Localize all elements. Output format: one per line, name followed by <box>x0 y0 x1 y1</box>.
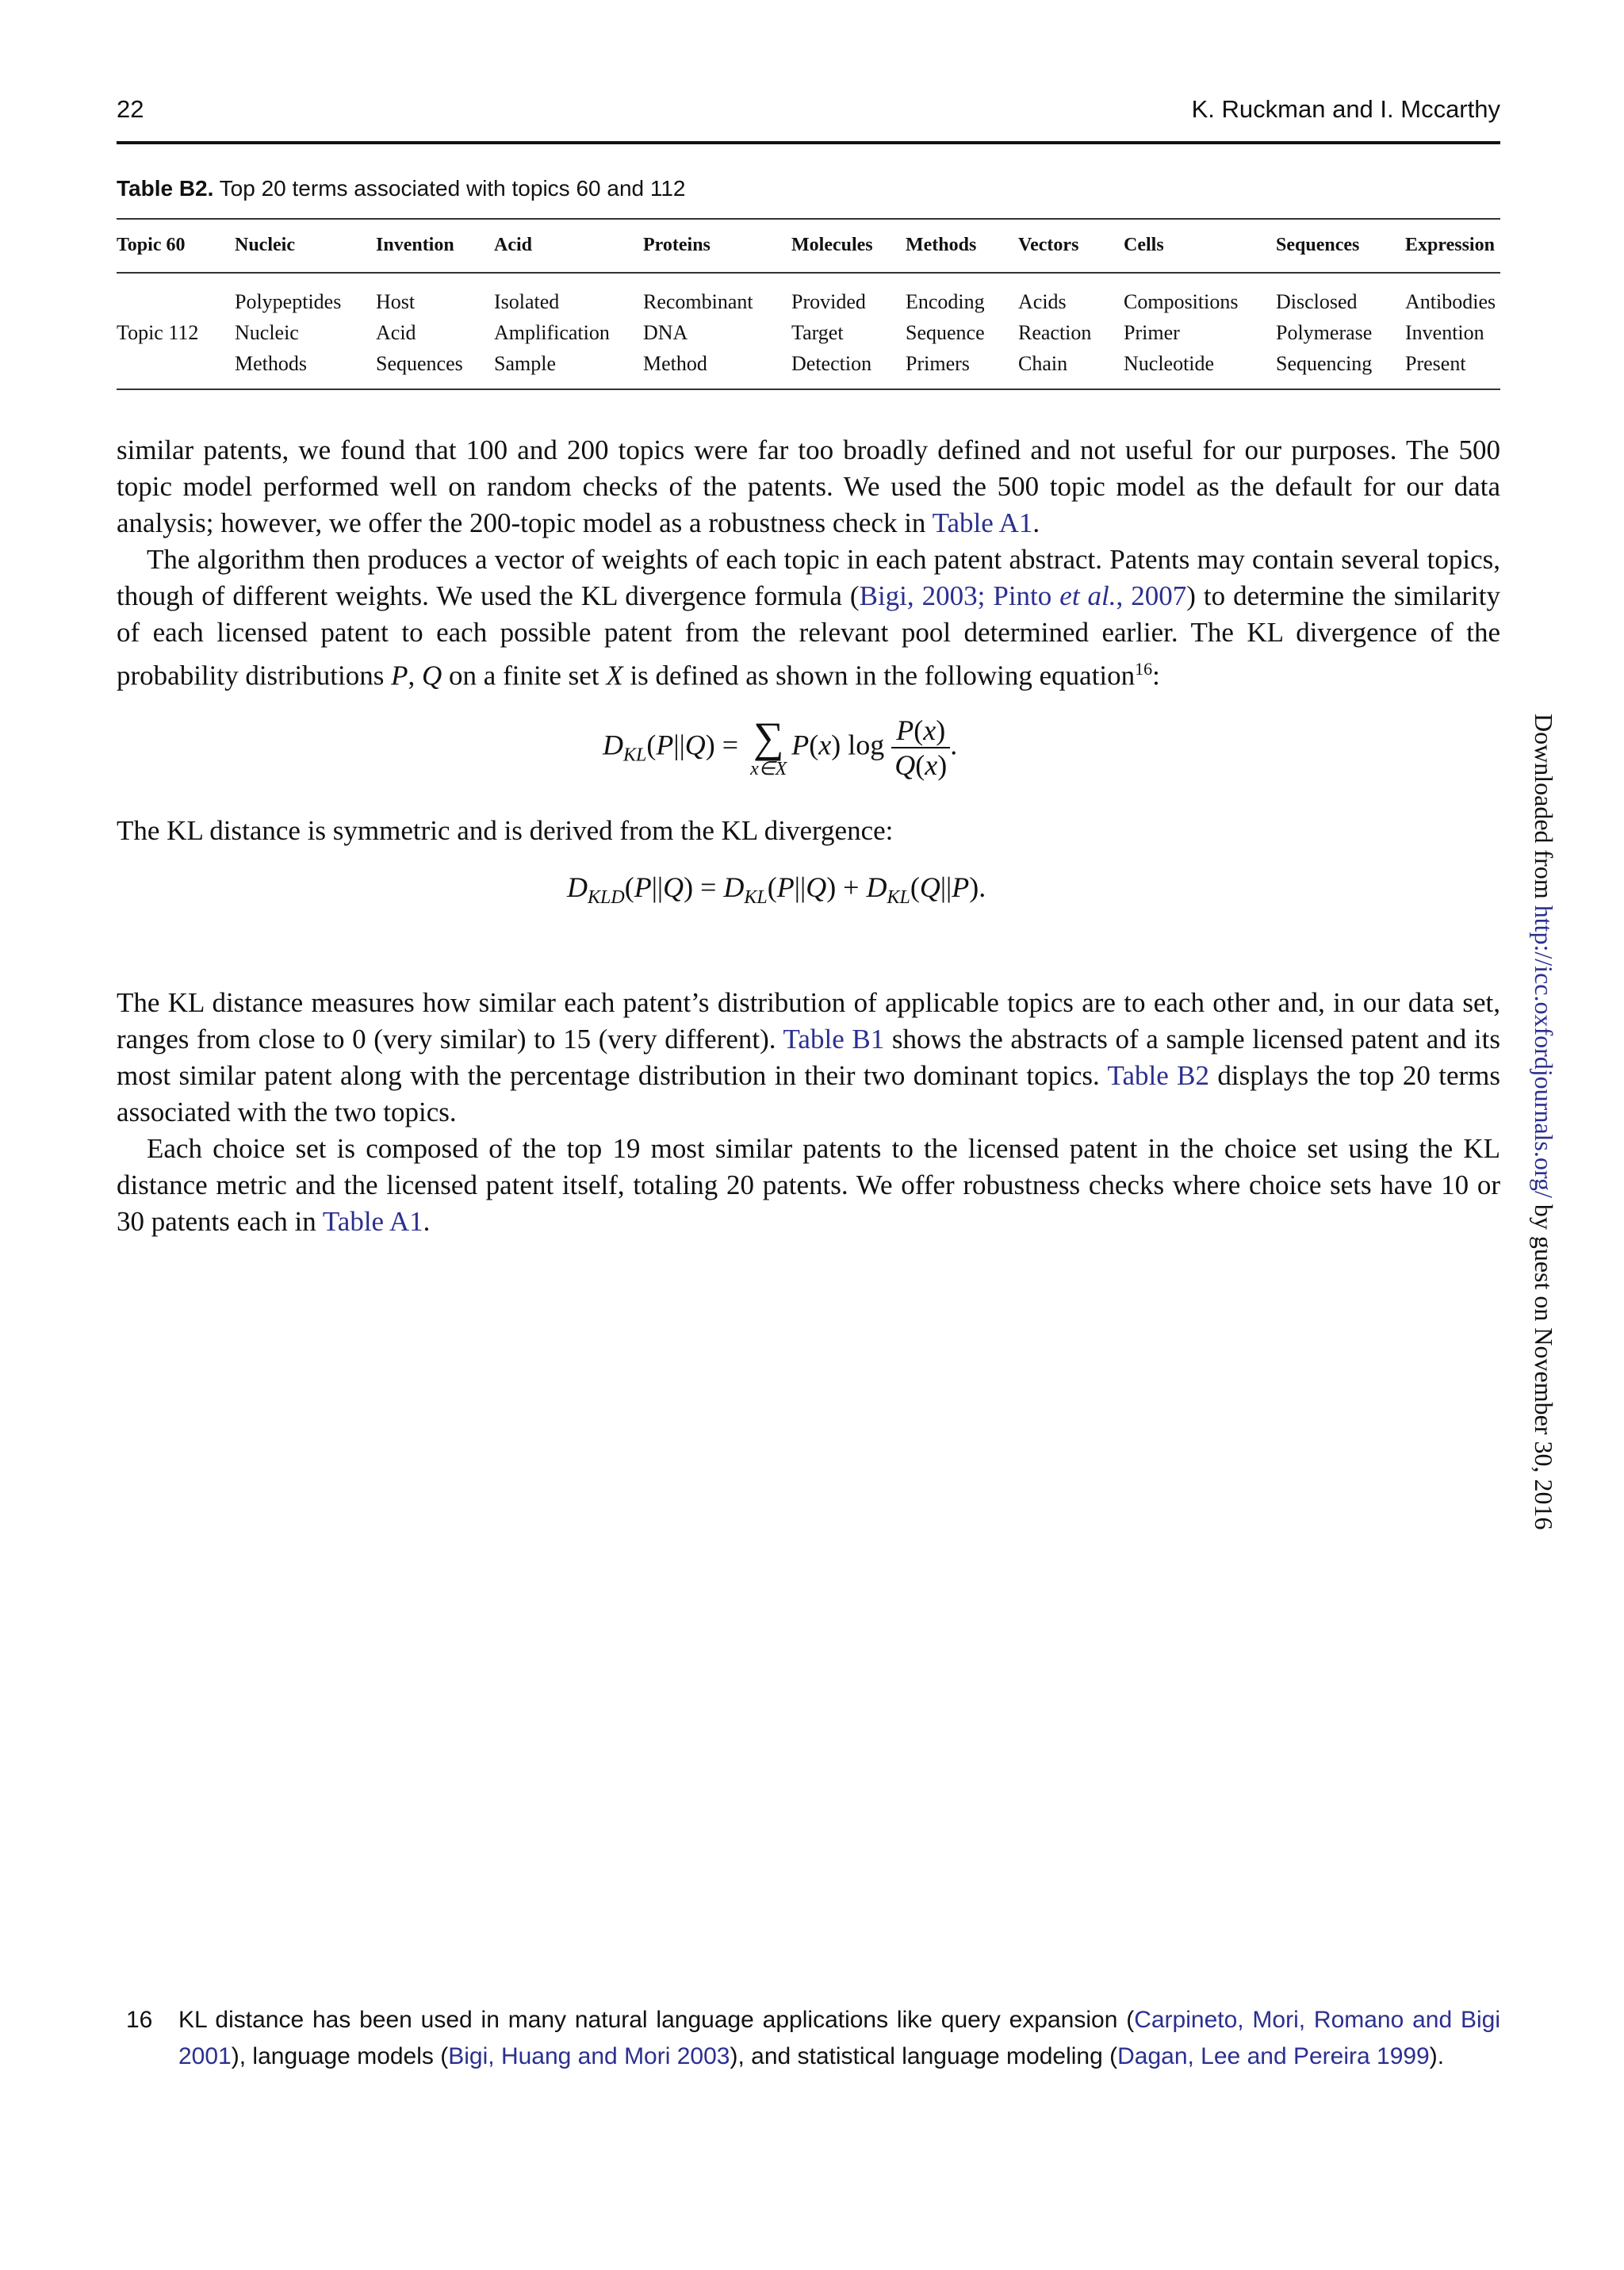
citation-link[interactable]: Dagan, Lee and Pereira 1999 <box>1117 2043 1430 2069</box>
table-cell: Chain <box>1018 352 1068 375</box>
table-b1-link[interactable]: Table B1 <box>783 1024 885 1055</box>
table-cell: Nucleic <box>235 321 299 344</box>
table-top-rule <box>117 218 1500 220</box>
table-caption-text: Top 20 terms associated with topics 60 and 112 <box>213 176 686 201</box>
table-cell: Antibodies <box>1405 290 1496 313</box>
body-text-upper <box>117 432 1500 695</box>
paragraph-text: displays the top 20 terms associated with the two topics. <box>117 1060 1501 1127</box>
table-mid-rule <box>117 272 1500 274</box>
table-head-cell: Topic 60 <box>117 235 186 255</box>
table-cell: Sequence <box>906 321 985 344</box>
footnote-text-part: ), language models ( <box>231 2043 449 2069</box>
footnote-text-part: KL distance has been used in many natural language applications like query expansion ( <box>178 2007 1135 2033</box>
footnote-number: 16 <box>126 2007 153 2033</box>
citation-year: , 2007 <box>1116 580 1187 611</box>
download-note-prefix: Downloaded from <box>1530 714 1558 905</box>
table-cell: Sequences <box>376 352 463 375</box>
table-head-cell: Invention <box>376 235 454 255</box>
table-cell: Disclosed <box>1276 290 1358 313</box>
body-text-middle <box>117 813 1500 849</box>
table-head-cell: Molecules <box>791 235 873 255</box>
citation-etal: et al. <box>1059 580 1116 611</box>
paragraph-text: Each choice set is composed of the top 19 most similar patents to the licensed patent in the choice set using the KL distance metric and the licensed patent itself, totaling 20 patents. We offer robustness checks where choice sets have 10 or 30 patents each in <box>117 1133 1500 1237</box>
table-caption <box>117 176 686 201</box>
kl-distance-equation: $D_{KLD}(P||Q) = D_{KL}(P||Q) + D_{KL}(Q||P)$. <box>567 871 986 909</box>
table-head-cell: Sequences <box>1276 235 1360 255</box>
table-cell: Reaction <box>1018 321 1092 344</box>
table-head-cell: Expression <box>1405 235 1495 255</box>
table-cell: Sequencing <box>1276 352 1373 375</box>
citation-text: Bigi, 2003; Pinto <box>859 580 1060 611</box>
table-cell: Topic 112 <box>117 321 199 344</box>
paragraph-text: ) to determine the similarity of each licensed patent to each possible patent from the relevant pool determined earlier. The KL divergence of the probability distributions <box>117 580 1500 691</box>
table-cell: Invention <box>1405 321 1484 344</box>
table-cell: Target <box>791 321 844 344</box>
table-cell: Recombinant <box>643 290 753 313</box>
paragraph-text: similar patents, we found that 100 and 200 topics were far too broadly defined and not useful for our purposes. The 500 topic model performed well on random checks of the patents. We used the 500 topic model as the default for our data analysis; however, we offer the 200-topic model as a robustness check in <box>117 434 1500 538</box>
table-cell: Isolated <box>494 290 560 313</box>
table-a1-link[interactable]: Table A1 <box>932 507 1033 538</box>
footnote-text <box>178 2002 1500 2075</box>
table-cell: Host <box>376 290 416 313</box>
table-cell: Encoding <box>906 290 985 313</box>
paragraph-text: shows the abstracts of a sample licensed patent and its most similar patent along with the percentage distribution in their two dominant topics. <box>117 1024 1500 1091</box>
table-b2-link[interactable]: Table B2 <box>1107 1060 1210 1091</box>
table-cell: DNA <box>643 321 688 344</box>
table-head-cell: Proteins <box>643 235 710 255</box>
body-text-lower <box>117 985 1500 1240</box>
table-cell: Methods <box>235 352 307 375</box>
table-cell: Detection <box>791 352 872 375</box>
table-head-cell: Methods <box>906 235 977 255</box>
running-head: K. Ruckman and I. Mccarthy <box>1191 95 1500 123</box>
table-cell: Acid <box>376 321 416 344</box>
kl-divergence-equation: $D_{KL}(P||Q)$ = ∑ x∈X P(x) log $\frac{P(x)}{Q(x)}$ . <box>603 714 958 781</box>
header-rule <box>117 141 1500 144</box>
table-cell: Nucleotide <box>1124 352 1215 375</box>
paragraph-text: on a finite set <box>442 660 607 691</box>
table-head-cell: Nucleic <box>235 235 295 255</box>
table-cell: Polypeptides <box>235 290 342 313</box>
footnote-text-part: ), and statistical language modeling ( <box>730 2043 1118 2069</box>
table-cell: Present <box>1405 352 1466 375</box>
footnote <box>117 2002 1500 2075</box>
table-head-cell: Vectors <box>1018 235 1079 255</box>
paragraph: Each choice set is composed of the top 19 most similar patents to the licensed patent in the choice set using the KL distance metric and the licensed patent itself, totaling 20 patents. We offer robustness checks where choice sets have 10 or 30 patents each in Table A1. <box>117 1133 1500 1237</box>
paragraph: The KL distance is symmetric and is derived from the KL divergence: <box>117 815 894 846</box>
download-note-suffix: by guest on November 30, 2016 <box>1530 1197 1558 1530</box>
paragraph-text: The KL distance measures how similar each patent’s distribution of applicable topics are to each other and, in our data set, ranges from close to 0 (very similar) to 15 (very different). <box>117 987 1500 1055</box>
footnote-text-part: ). <box>1429 2043 1445 2069</box>
table-cell: Polymerase <box>1276 321 1373 344</box>
paragraph <box>117 985 1500 1131</box>
table-cell: Sample <box>494 352 556 375</box>
citation-link[interactable]: Bigi, Huang and Mori 2003 <box>448 2043 730 2069</box>
table-head-cell: Cells <box>1124 235 1164 255</box>
table-caption-label: Table B2. <box>117 176 214 201</box>
page-header <box>117 89 1500 128</box>
table-cell: Provided <box>791 290 866 313</box>
paragraph: similar patents, we found that 100 and 200 topics were far too broadly defined and not useful for our purposes. The 500 topic model performed well on random checks of the patents. We used the 500 topic model as the default for our data analysis; however, we offer the 200-topic model as a robustness check in Table A1. <box>117 434 1500 538</box>
journal-url-link[interactable]: http://icc.oxfordjournals.org/ <box>1530 905 1558 1198</box>
table-cell: Method <box>643 352 707 375</box>
citation-link[interactable]: Carpineto, Mori, Romano and Bigi 2001 <box>178 2007 1501 2069</box>
table-cell: Primers <box>906 352 970 375</box>
paragraph-text: is defined as shown in the following equation <box>622 660 1136 691</box>
table-cell: Amplification <box>494 321 610 344</box>
citation-link[interactable] <box>860 580 1187 611</box>
table-a1-link[interactable]: Table A1 <box>322 1206 423 1237</box>
table-head-cell: Acid <box>494 235 532 255</box>
page-number: 22 <box>117 95 144 123</box>
download-watermark <box>1529 714 1558 1529</box>
footnote-ref[interactable]: 16 <box>1135 659 1153 679</box>
paragraph-text: The algorithm then produces a vector of weights of each topic in each patent abstract. Patents may contain several topics, though of different weights. We used the KL divergence formula ( <box>117 544 1500 611</box>
table-cell: Primer <box>1124 321 1180 344</box>
table-bottom-rule <box>117 389 1500 390</box>
table-cell: Compositions <box>1124 290 1239 313</box>
table-cell: Acids <box>1018 290 1067 313</box>
paragraph: The algorithm then produces a vector of weights of each topic in each patent abstract. Patents may contain several topics, though of different weights. We used the KL divergence formula (Bigi, 2003; Pinto et al., 2007) to determine the similarity of each licensed patent to each possible patent from the relevant pool determined earlier. The KL divergence of the probability distributions P, Q on a finite set X is defined as shown in the following equation$^{16}$: <box>117 544 1500 691</box>
